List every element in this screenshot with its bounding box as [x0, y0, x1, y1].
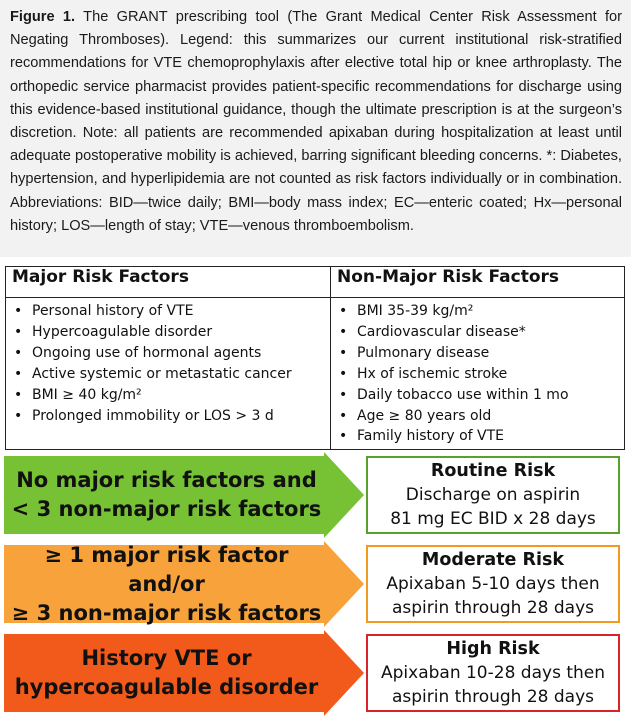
nonmajor-risk-header: Non-Major Risk Factors — [331, 267, 625, 298]
figure-label: Figure 1. — [10, 9, 76, 25]
risk-factor-table — [5, 266, 625, 450]
routine-criteria-line-1: No major risk factors and — [16, 468, 317, 492]
major-risk-list — [6, 301, 330, 426]
nonmajor-risk-item: • Family history of VTE — [331, 426, 624, 447]
high-criteria-line-2: hypercoagulable disorder — [14, 675, 319, 699]
high-risk-line-2: aspirin through 28 days — [391, 687, 595, 707]
moderate-risk-title: Moderate Risk — [421, 550, 565, 570]
routine-risk-title: Routine Risk — [430, 461, 556, 481]
figure-caption-text: The GRANT prescribing tool (The Grant Medical Center Risk Assessment for Negating Thromboses). Legend: this summarizes our current institutional risk-stratified recommendations for VTE chemoprophylaxis after elective total hip or knee arthroplasty. The orthopedic service pharmacist provides patient-specific recommendations for discharge using this evidence-based institutional guidance, though the ultimate prescription is at the surgeon’s discretion. Note: all patients are recommended apixaban during hospitalization at least until adequate postoperative mobility is achieved, barring significant bleeding concerns. *: Diabetes, hypertension, and hyperlipidemia are not counted as risk factors individually or in combination. Abbreviations: BID—twice daily; BMI—body mass index; EC—enteric coated; Hx—personal history; LOS—length of stay; VTE—venous thromboembolism. — [10, 9, 622, 234]
nonmajor-risk-item: • Cardiovascular disease* — [331, 322, 624, 343]
nonmajor-risk-item: • Daily tobacco use within 1 mo — [331, 385, 624, 406]
high-criteria-line-1: History VTE or — [81, 646, 252, 670]
nonmajor-risk-item: • Pulmonary disease — [331, 343, 624, 364]
high-criteria-text — [4, 630, 329, 716]
routine-risk-box — [366, 456, 620, 534]
moderate-risk-line-2: aspirin through 28 days — [391, 598, 595, 618]
routine-criteria-text — [4, 452, 329, 538]
nonmajor-risk-item: • Age ≥ 80 years old — [331, 406, 624, 427]
routine-risk-line-1: Discharge on aspirin — [405, 485, 581, 505]
nonmajor-risk-item: • Hx of ischemic stroke — [331, 364, 624, 385]
nonmajor-risk-item: • BMI 35-39 kg/m² — [331, 301, 624, 322]
major-risk-cell — [6, 298, 331, 450]
major-risk-item: • Hypercoagulable disorder — [6, 322, 330, 343]
high-risk-line-1: Apixaban 10-28 days then — [380, 663, 605, 683]
nonmajor-risk-list — [331, 301, 624, 447]
high-criteria-arrow — [4, 630, 364, 716]
routine-criteria-arrow — [4, 452, 364, 538]
major-risk-item: • Ongoing use of hormonal agents — [6, 343, 330, 364]
major-risk-header: Major Risk Factors — [6, 267, 331, 298]
figure-caption — [0, 0, 631, 257]
major-risk-item: • Personal history of VTE — [6, 301, 330, 322]
moderate-criteria-line-1: ≥ 1 major risk factor and/or — [44, 542, 289, 596]
routine-risk-line-2: 81 mg EC BID x 28 days — [390, 509, 596, 529]
high-risk-title: High Risk — [446, 639, 540, 659]
moderate-criteria-text — [4, 541, 329, 627]
major-risk-item: • Prolonged immobility or LOS > 3 d — [6, 406, 330, 427]
moderate-criteria-arrow — [4, 541, 364, 627]
major-risk-item: • BMI ≥ 40 kg/m² — [6, 385, 330, 406]
moderate-risk-line-1: Apixaban 5-10 days then — [386, 574, 600, 594]
high-risk-box — [366, 634, 620, 712]
moderate-risk-box — [366, 545, 620, 623]
moderate-criteria-line-2: ≥ 3 non-major risk factors — [11, 600, 322, 625]
major-risk-item: • Active systemic or metastatic cancer — [6, 364, 330, 385]
routine-criteria-line-2: < 3 non-major risk factors — [11, 497, 322, 521]
nonmajor-risk-cell — [331, 298, 625, 450]
